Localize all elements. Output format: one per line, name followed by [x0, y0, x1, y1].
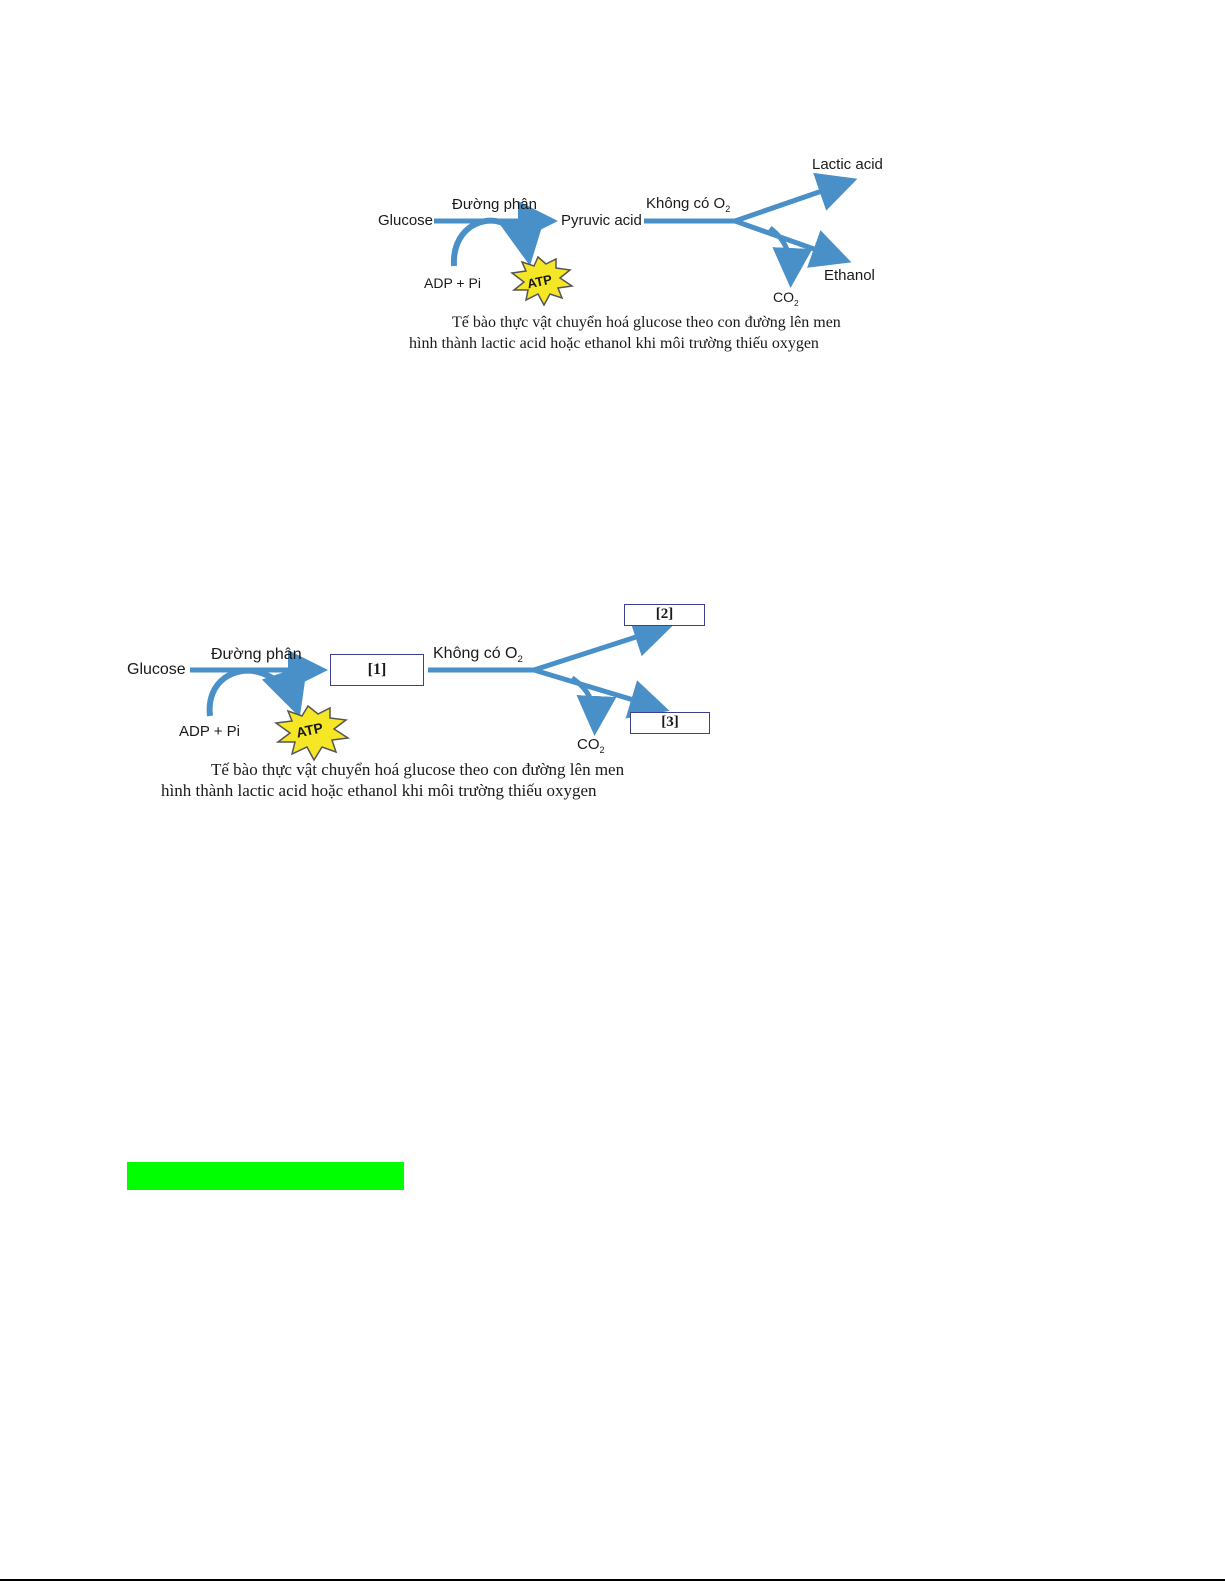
ethanol-label: Ethanol	[824, 267, 875, 284]
co2-label: $CO_2$	[773, 289, 799, 308]
blank-box-1[interactable]: [1]	[330, 654, 424, 686]
lactic-acid-label: Lactic acid	[812, 156, 883, 173]
adp-atp-curve	[454, 221, 528, 266]
co2-label: $CO_2$	[577, 736, 605, 755]
no-oxygen-label: Không có $O_2$	[646, 195, 731, 214]
adp-atp-curve	[210, 671, 296, 716]
figure2-caption-line2: hình thành lactic acid hoặc ethanol khi môi trường thiếu oxygen	[161, 781, 597, 800]
glucose-label: Glucose	[127, 661, 186, 678]
glycolysis-label: Đường phân	[211, 646, 302, 663]
figure1-caption-line1: Tế bào thực vật chuyển hoá glucose theo con đường lên men	[452, 314, 841, 331]
lactic-arrow	[735, 182, 848, 221]
pyruvic-acid-label: Pyruvic acid	[561, 212, 642, 229]
product3-arrow	[534, 670, 660, 708]
figure2-caption-line1: Tế bào thực vật chuyển hoá glucose theo con đường lên men	[211, 760, 625, 779]
figure-fermentation-blank	[0, 590, 1225, 810]
glycolysis-label: Đường phân	[452, 196, 537, 213]
figure1-caption-line2: hình thành lactic acid hoặc ethanol khi môi trường thiếu oxygen	[409, 335, 819, 352]
atp-label: ATP	[525, 271, 554, 292]
adp-pi-label: ADP + Pi	[179, 723, 241, 740]
green-highlight-bar	[127, 1162, 404, 1190]
no-oxygen-label: Không có $O_2$	[433, 645, 523, 665]
blank-box-2[interactable]: [2]	[624, 604, 705, 626]
atp-label: ATP	[294, 719, 325, 741]
figure-fermentation-complete	[0, 0, 1225, 380]
adp-pi-label: ADP + Pi	[424, 275, 481, 291]
product2-arrow	[534, 628, 664, 670]
blank-box-3[interactable]: [3]	[630, 712, 710, 734]
glucose-label: Glucose	[378, 212, 434, 229]
page-bottom-rule	[0, 1579, 1225, 1581]
